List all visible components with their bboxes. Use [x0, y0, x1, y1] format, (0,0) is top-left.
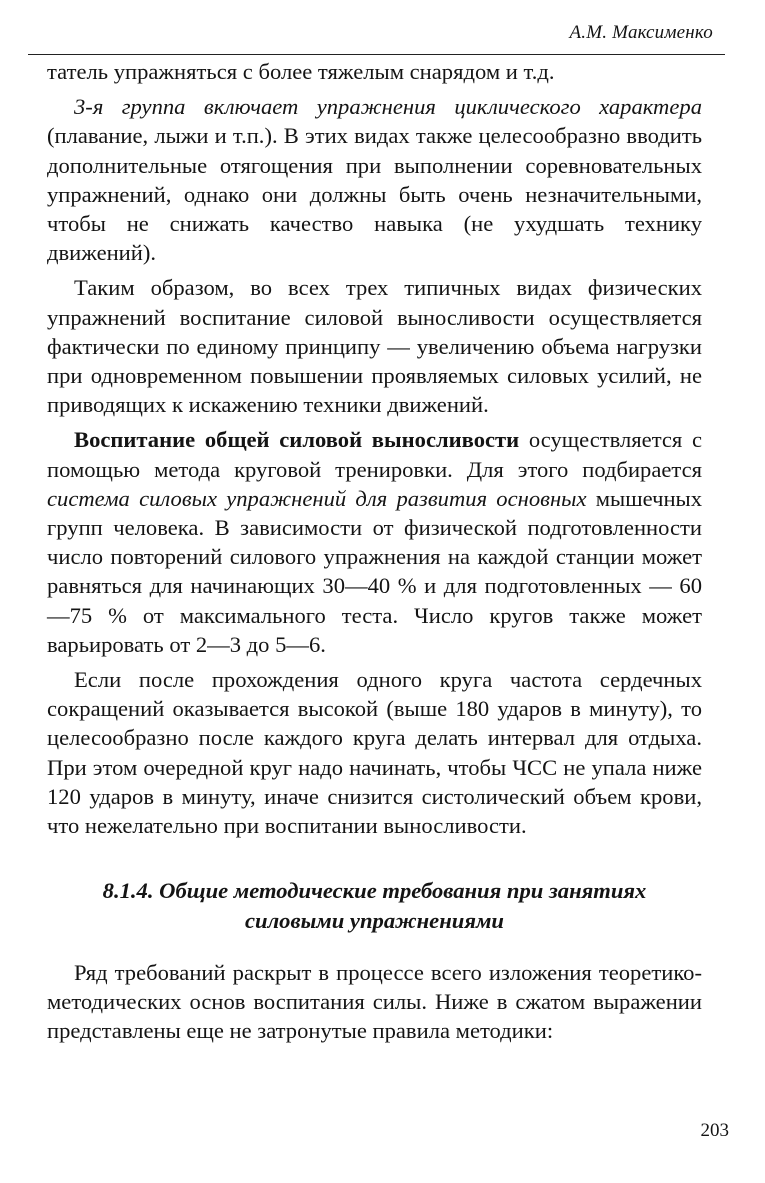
paragraph-continuation: [47, 57, 702, 86]
section-heading: [47, 876, 702, 936]
italic-phrase: система силовых упражнений для развития основных: [47, 485, 587, 511]
section-intro-text: [47, 958, 702, 1046]
page-number: 203: [700, 1120, 729, 1141]
header-rule: [28, 54, 725, 55]
paragraph-text: татель упражняться с более тяжелым снарядом и т.д.: [47, 59, 555, 84]
paragraph-heart-rate: [47, 665, 702, 840]
italic-phrase: 3-я группа включает упражнения циклического характера: [74, 94, 702, 120]
bold-term: Воспитание общей силовой выносливости: [74, 427, 520, 453]
paragraph-text: (плавание, лыжи и т.п.). В этих видах также целесообразно вводить дополнительные отягощения при выполнении соревновательных упражнений, однако они должны быть очень незначительными, чтобы не снижать качество навыка (не ухудшать технику движений).: [47, 123, 702, 266]
main-text: [47, 57, 702, 840]
section-title-line-2: силовыми упражнениями: [244, 908, 504, 933]
paragraph-text: осуществляется с помощью метода круговой тренировки. Для этого подбирается: [47, 427, 702, 482]
paragraph-summary: [47, 273, 702, 419]
paragraph-text: Таким образом, во всех трех типичных видах физических упражнений воспитание силовой выносливости осуществляется фактически по единому принципу — увеличению объема нагрузки при одновременном повышении проявляемых силовых усилий, не приводящих к искажению техники движений.: [47, 275, 702, 418]
section-title-line-1: Общие методические требования при занятиях: [159, 878, 647, 903]
paragraph-requirements-intro: [47, 958, 702, 1046]
paragraph-text: Ряд требований раскрыт в процессе всего изложения теоретико-методических основ воспитания силы. Ниже в сжатом выражении представлены еще не затронутые правила методики:: [47, 960, 702, 1044]
paragraph-text: Если после прохождения одного круга частота сердечных сокращений оказывается высокой (выше 180 ударов в минуту), то целесообразно после каждого круга делать интервал для отдыха. При этом очередной круг надо начинать, чтобы ЧСС не упала ниже 120 ударов в минуту, иначе снизится систолический объем крови, что нежелательно при воспитании выносливости.: [47, 667, 702, 839]
paragraph-cyclic-group: [47, 92, 702, 267]
paragraph-general-strength-endurance: [47, 425, 702, 659]
section-number: 8.1.4.: [102, 878, 154, 903]
running-head-author: А.М. Максименко: [569, 22, 713, 43]
paragraph-text: мышечных групп человека. В зависимости от физической подготовленности число повторений силового упражнения на каждой станции может равняться для начинающих 30—40 % и для подготовленных — 60—75 % от максимального теста. Число кругов также может варьировать от 2—3 до 5—6.: [47, 485, 703, 657]
